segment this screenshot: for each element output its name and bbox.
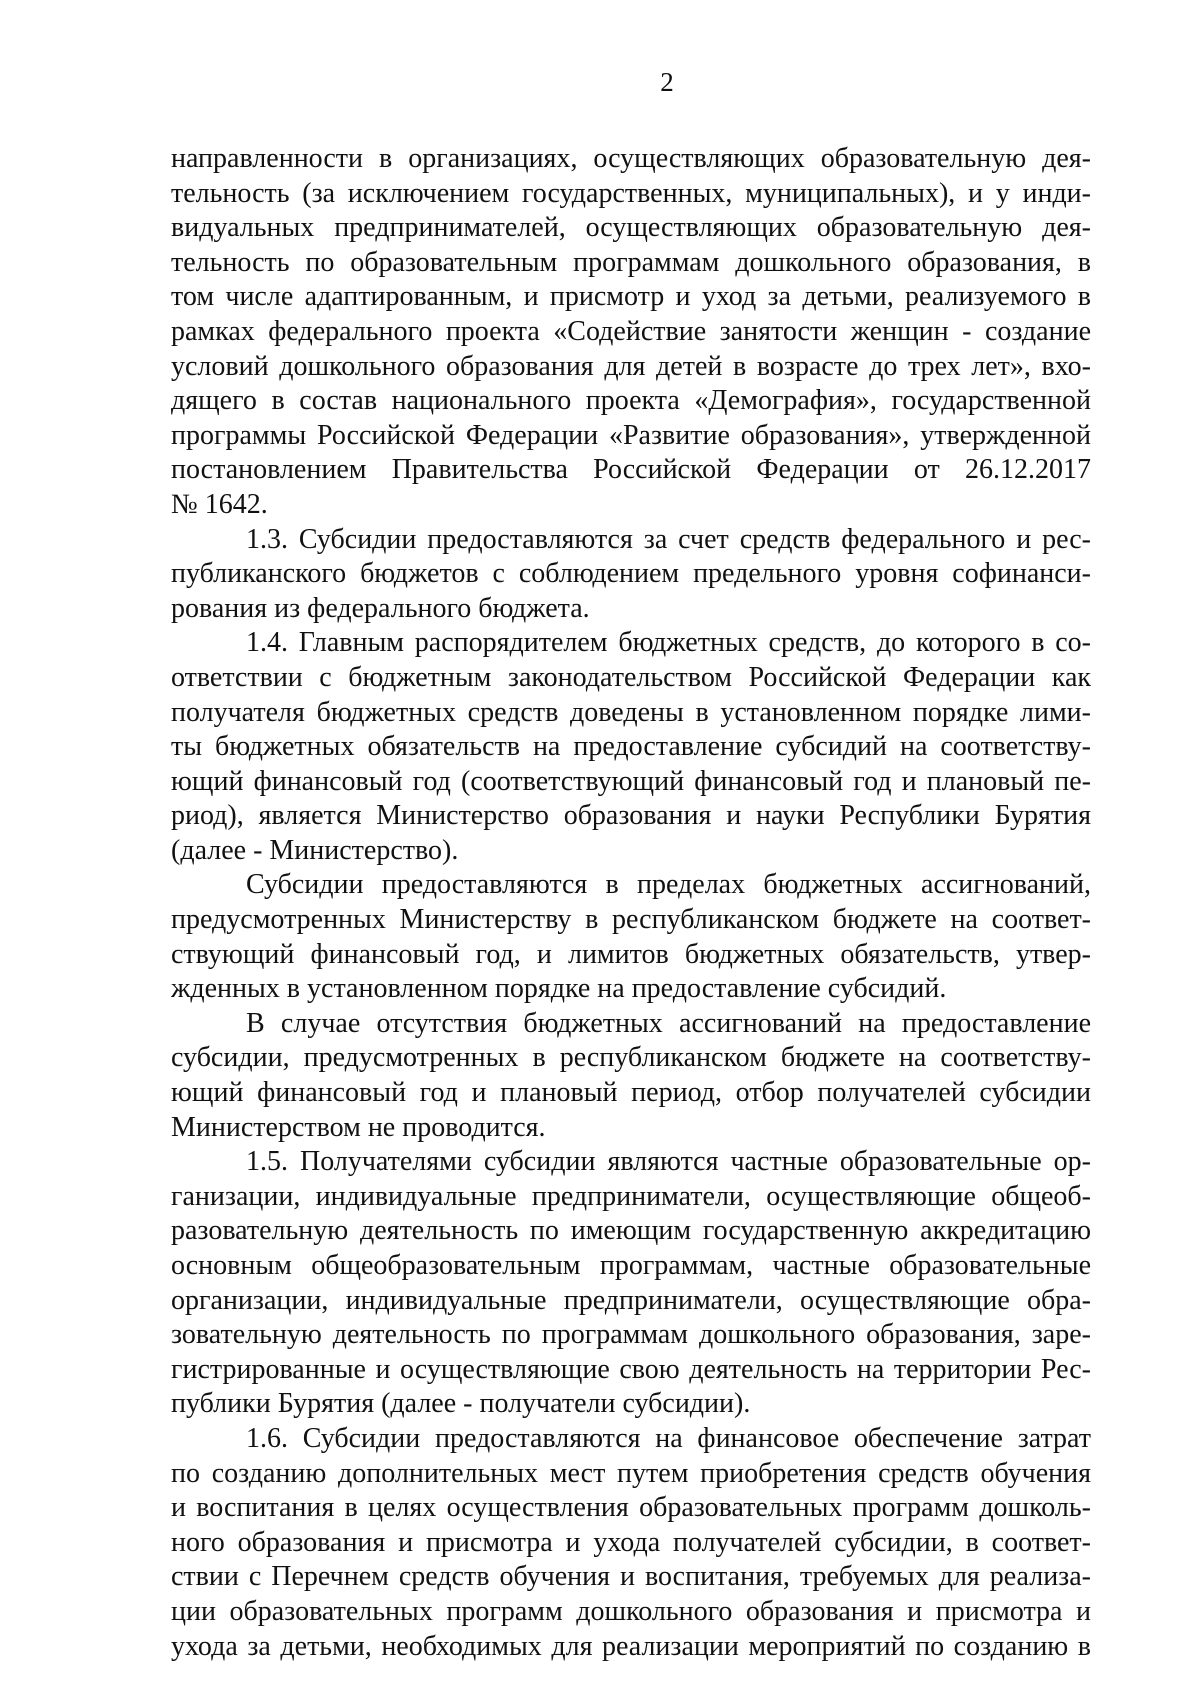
text-line: ты бюджетных обязательств на предоставление субсидий на соответству- [171, 731, 1091, 763]
text-line: видуальных предпринимателей, осуществляющих образовательную дея- [171, 212, 1091, 244]
text-line: субсидии, предусмотренных в республиканском бюджете на соответству- [171, 1042, 1091, 1074]
text-line: тельность (за исключением государственных, муниципальных), и у инди- [171, 177, 1091, 209]
text-line: (далее - Министерство). [171, 834, 459, 866]
text-line: рамках федерального проекта «Содействие занятости женщин - создание [171, 315, 1091, 347]
paragraph-p-1-6 [171, 1422, 1091, 1664]
text-line: гистрированные и осуществляющие свою деятельность на территории Рес- [171, 1353, 1091, 1385]
text-line: В случае отсутствия бюджетных ассигнований на предоставление [246, 1007, 1091, 1039]
text-line: направленности в организациях, осуществляющих образовательную дея- [171, 143, 1091, 174]
text-line: предусмотренных Министерству в республиканском бюджете на соответ- [171, 904, 1091, 936]
page-number: 2 [660, 67, 674, 97]
text-line: ствии с Перечнем средств обучения и воспитания, требуемых для реализа- [171, 1561, 1091, 1593]
text-line: риод), является Министерство образования и науки Республики Бурятия [171, 800, 1091, 832]
text-line: жденных в установленном порядке на предоставление субсидий. [171, 973, 947, 1005]
paragraph-p-1-4-c [171, 1007, 1091, 1145]
text-line: 1.5. Получателями субсидии являются частные образовательные ор- [246, 1146, 1091, 1178]
text-line: организации, индивидуальные предприниматели, осуществляющие обра- [171, 1284, 1091, 1316]
text-line: том числе адаптированным, и присмотр и уход за детьми, реализуемого в [171, 281, 1091, 313]
text-line: публиканского бюджетов с соблюдением предельного уровня софинанси- [171, 558, 1091, 590]
text-line: ствующий финансовый год, и лимитов бюджетных обязательств, утвер- [171, 938, 1091, 970]
text-line: ного образования и присмотра и ухода получателей субсидии, в соответ- [171, 1526, 1091, 1558]
text-line: 1.4. Главным распорядителем бюджетных средств, до которого в со- [246, 627, 1091, 659]
paragraph-p-1-4-b [171, 868, 1091, 1006]
text-line: ции образовательных программ дошкольного образования и присмотра и [171, 1595, 1091, 1627]
text-line: ющий финансовый год (соответствующий финансовый год и плановый пе- [171, 765, 1091, 797]
paragraph-p-1-3 [171, 523, 1091, 627]
text-line: № 1642. [171, 488, 268, 520]
text-line: Субсидии предоставляются в пределах бюджетных ассигнований, [246, 869, 1091, 901]
text-line: разовательную деятельность по имеющим государственную аккредитацию [171, 1215, 1091, 1247]
text-line: 1.6. Субсидии предоставляются на финансовое обеспечение затрат [246, 1422, 1091, 1454]
text-line: по созданию дополнительных мест путем приобретения средств обучения [171, 1457, 1091, 1489]
text-line: рования из федерального бюджета. [171, 592, 590, 624]
text-line: ответствии с бюджетным законодательством Российской Федерации как [171, 661, 1091, 693]
text-line: ганизации, индивидуальные предприниматели, осуществляющие общеоб- [171, 1180, 1091, 1212]
paragraph-p-1-4 [171, 626, 1091, 868]
text-line: зовательную деятельность по программам дошкольного образования, заре- [171, 1319, 1091, 1351]
paragraph-p-1-2-cont [171, 142, 1091, 523]
text-line: ющий финансовый год и плановый период, отбор получателей субсидии [171, 1077, 1091, 1109]
text-line: и воспитания в целях осуществления образовательных программ дошколь- [171, 1492, 1091, 1524]
text-line: 1.3. Субсидии предоставляются за счет средств федерального и рес- [246, 523, 1091, 555]
text-line: основным общеобразовательным программам, частные образовательные [171, 1250, 1091, 1281]
document-body [171, 142, 1091, 1664]
text-line: тельность по образовательным программам дошкольного образования, в [171, 246, 1091, 278]
text-line: условий дошкольного образования для детей в возрасте до трех лет», вхо- [171, 350, 1091, 382]
text-line: дящего в состав национального проекта «Демография», государственной [171, 385, 1091, 417]
text-line: программы Российской Федерации «Развитие образования», утвержденной [171, 419, 1091, 451]
text-line: ухода за детьми, необходимых для реализации мероприятий по созданию в [171, 1630, 1091, 1662]
text-line: постановлением Правительства Российской Федерации от 26.12.2017 [171, 454, 1091, 486]
paragraph-p-1-5 [171, 1145, 1091, 1422]
text-line: получателя бюджетных средств доведены в установленном порядке лими- [171, 696, 1091, 728]
text-line: публики Бурятия (далее - получатели субсидии). [171, 1388, 751, 1420]
text-line: Министерством не проводится. [171, 1111, 546, 1143]
